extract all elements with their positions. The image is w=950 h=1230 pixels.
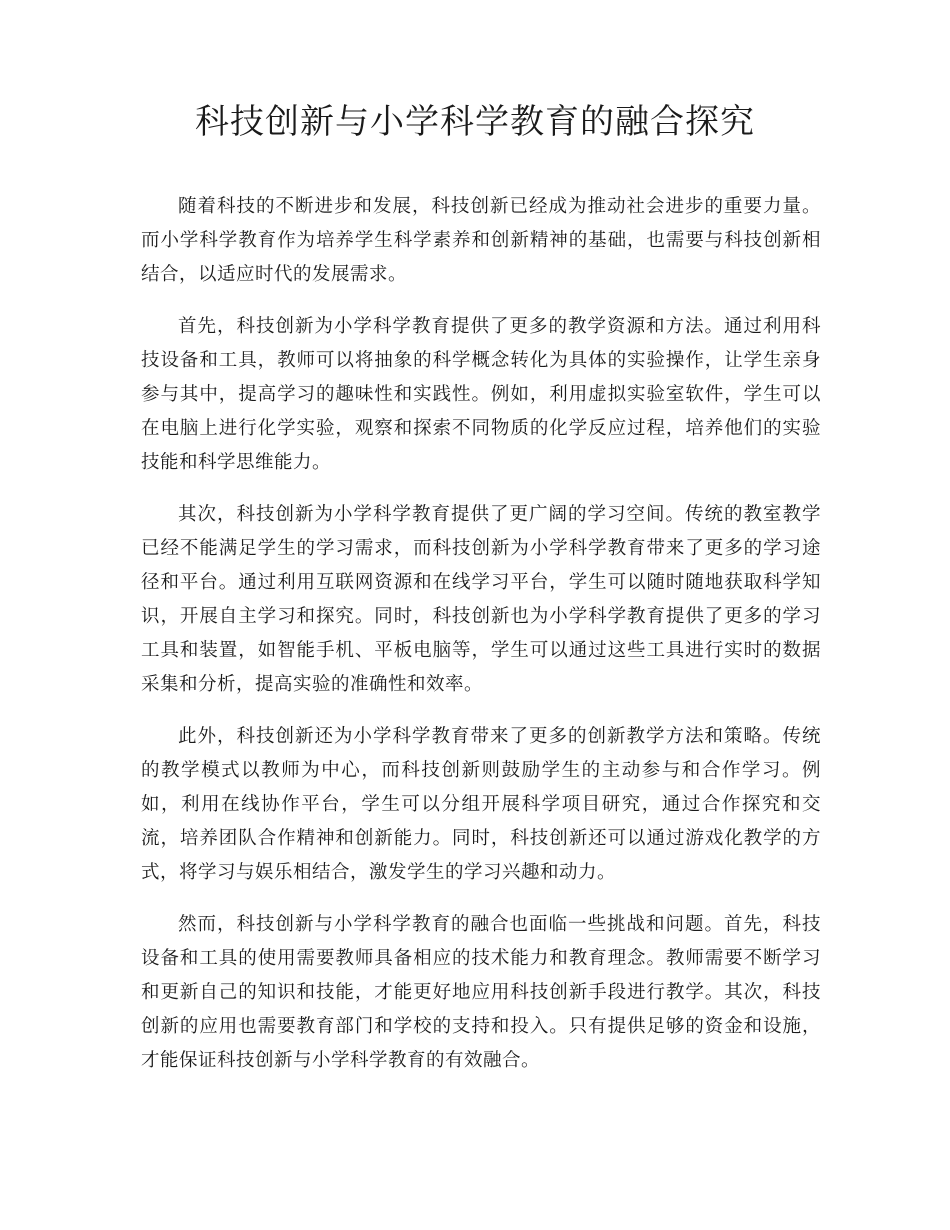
document-title: 科技创新与小学科学教育的融合探究 <box>195 102 755 142</box>
paragraph-challenges: 然而，科技创新与小学科学教育的融合也面临一些挑战和问题。首先，科技设备和工具的使用需要教师具备相应的技术能力和教育理念。教师需要不断学习和更新自己的知识和技能，才能更好地应用科技创新手段进行教学。其次，科技创新的应用也需要教育部门和学校的支持和投入。只有提供足够的资金和设施，才能保证科技创新与小学科学教育的有效融合。 <box>141 914 821 1071</box>
paragraph-first: 首先，科技创新为小学科学教育提供了更多的教学资源和方法。通过利用科技设备和工具，教师可以将抽象的科学概念转化为具体的实验操作，让学生亲身参与其中，提高学习的趣味性和实践性。例如，利用虚拟实验室软件，学生可以在电脑上进行化学实验，观察和探索不同物质的化学反应过程，培养他们的实验技能和科学思维能力。 <box>141 316 821 473</box>
paragraph-second: 其次，科技创新为小学科学教育提供了更广阔的学习空间。传统的教室教学已经不能满足学生的学习需求，而科技创新为小学科学教育带来了更多的学习途径和平台。通过利用互联网资源和在线学习平台，学生可以随时随地获取科学知识，开展自主学习和探究。同时，科技创新也为小学科学教育提供了更多的学习工具和装置，如智能手机、平板电脑等，学生可以通过这些工具进行实时的数据采集和分析，提高实验的准确性和效率。 <box>141 504 821 695</box>
paragraph-third: 此外，科技创新还为小学科学教育带来了更多的创新教学方法和策略。传统的教学模式以教师为中心，而科技创新则鼓励学生的主动参与和合作学习。例如，利用在线协作平台，学生可以分组开展科学项目研究，通过合作探究和交流，培养团队合作精神和创新能力。同时，科技创新还可以通过游戏化教学的方式，将学习与娱乐相结合，激发学生的学习兴趣和动力。 <box>141 726 821 883</box>
document-body <box>141 190 821 1096</box>
paragraph-intro: 随着科技的不断进步和发展，科技创新已经成为推动社会进步的重要力量。而小学科学教育作为培养学生科学素养和创新精神的基础，也需要与科技创新相结合，以适应时代的发展需求。 <box>141 196 821 285</box>
